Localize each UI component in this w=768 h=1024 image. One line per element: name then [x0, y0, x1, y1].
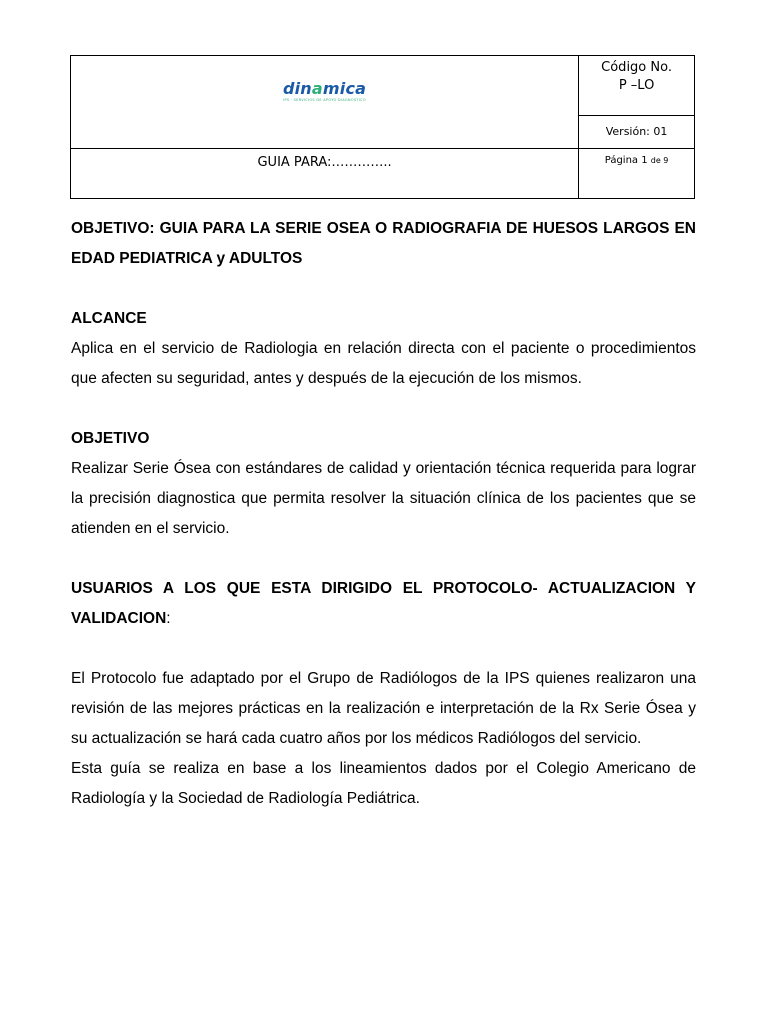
page-number-label: Página 1	[604, 155, 648, 166]
logo-cell	[71, 56, 579, 149]
objetivo-paragraph: Realizar Serie Ósea con estándares de calidad y orientación técnica requerida para lograr la precisión diagnostica que permita resolver la situación clínica de los pacientes que se atienden en el servicio.	[71, 460, 696, 537]
version-text: Versión: 01	[605, 125, 668, 139]
usuarios-heading: USUARIOS A LOS QUE ESTA DIRIGIDO EL PROTOCOLO- ACTUALIZACION Y VALIDACION	[71, 580, 696, 627]
codigo-cell	[579, 56, 695, 116]
document-header-table	[70, 55, 695, 199]
guia-paragraph: Esta guía se realiza en base a los lineamientos dados por el Colegio Americano de Radiología y la Sociedad de Radiología Pediátrica.	[71, 760, 696, 807]
alcance-heading: ALCANCE	[71, 310, 147, 327]
guia-para-cell	[71, 149, 579, 199]
guia-para-text: GUIA PARA:…………..	[257, 155, 392, 170]
codigo-label: Código No.	[601, 60, 672, 75]
protocolo-paragraph: El Protocolo fue adaptado por el Grupo de Radiólogos de la IPS quienes realizaron una revisión de las mejores prácticas en la realización e interpretación de la Rx Serie Ósea y su actualización se hará cada cuatro años por los médicos Radiólogos del servicio.	[71, 670, 696, 747]
codigo-value: P –LO	[618, 78, 655, 93]
alcance-paragraph: Aplica en el servicio de Radiologia en relación directa con el paciente o procedimientos que afecten su seguridad, antes y después de la ejecución de los mismos.	[71, 340, 696, 387]
company-logo	[283, 79, 366, 103]
version-cell	[579, 115, 695, 148]
logo-tagline: IPS · SERVICIOS DE APOYO DIAGNÓSTICO	[283, 97, 366, 102]
page-total: de 9	[650, 156, 669, 165]
usuarios-colon: :	[166, 610, 171, 627]
objetivo-title: OBJETIVO: GUIA PARA LA SERIE OSEA O RADIOGRAFIA DE HUESOS LARGOS EN EDAD PEDIATRICA y ADULTOS	[71, 220, 696, 267]
document-body	[71, 214, 696, 814]
usuarios-heading-line	[71, 574, 696, 634]
objetivo-heading: OBJETIVO	[71, 430, 150, 447]
page-number-cell	[579, 149, 695, 199]
logo-wordmark: dinamica	[282, 78, 367, 98]
